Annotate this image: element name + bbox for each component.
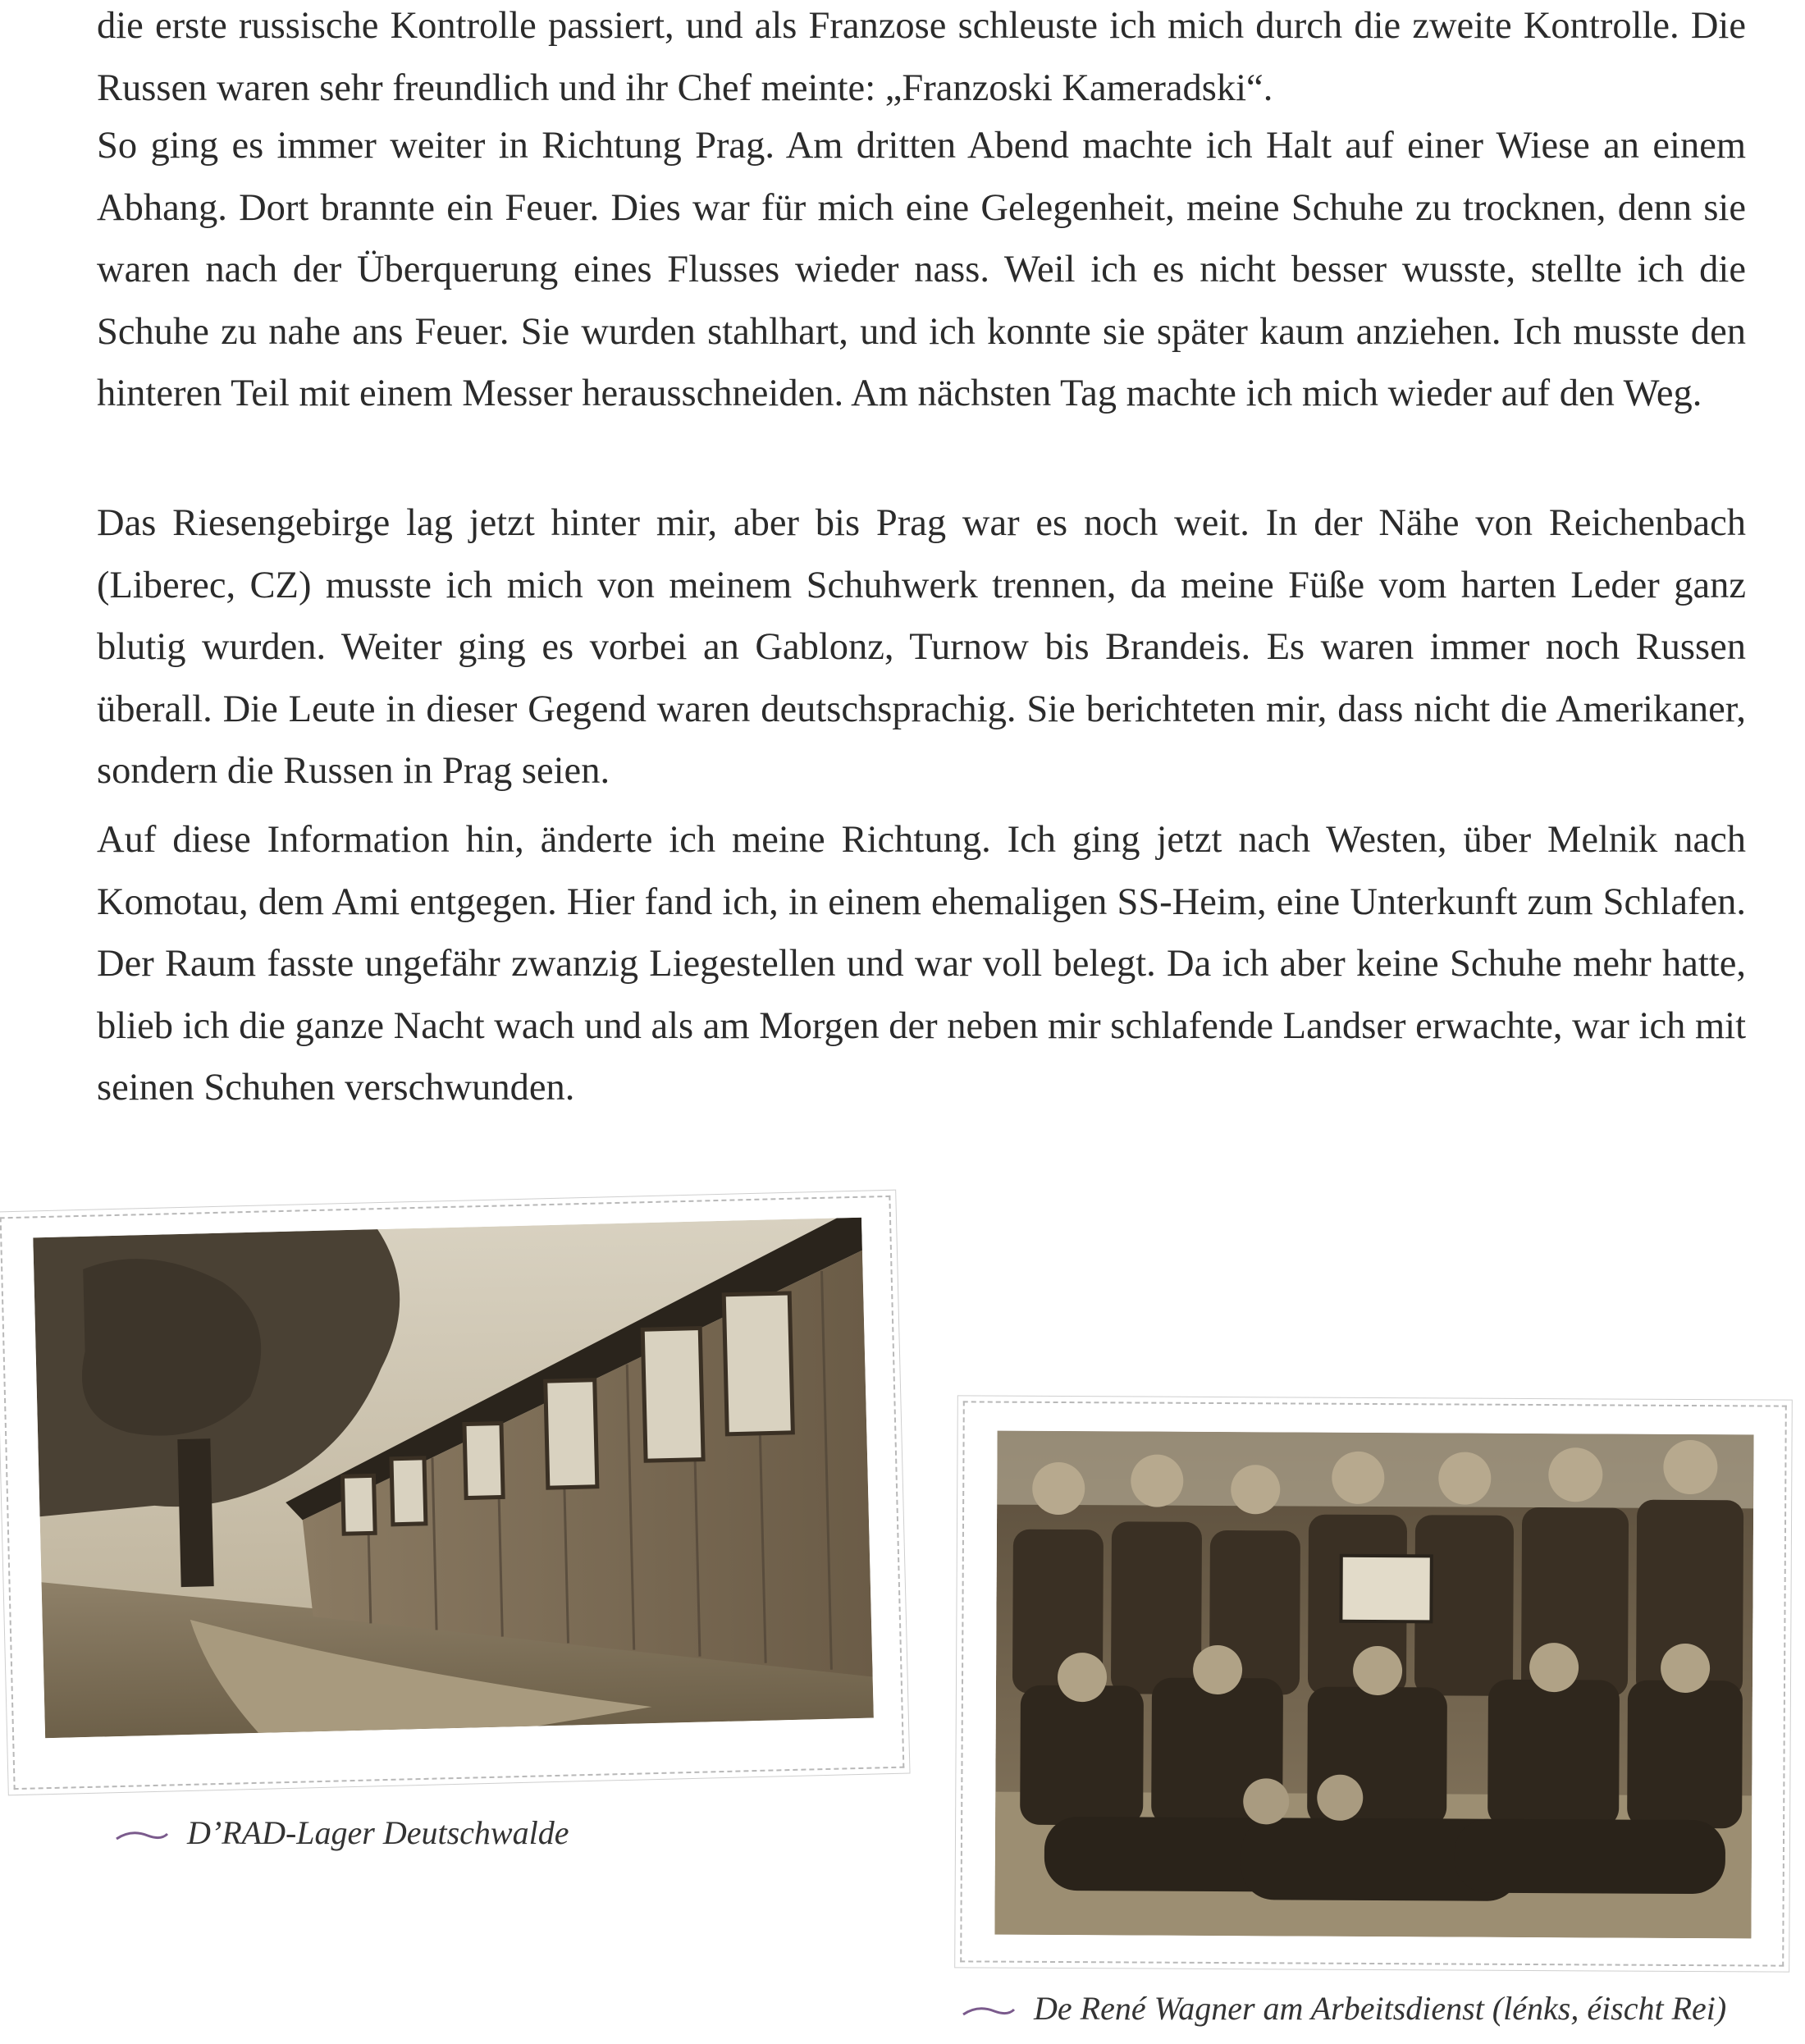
swirl-icon [115, 1827, 169, 1845]
caption-group-text: De René Wagner am Arbeitsdienst (lénks, éischt Rei) [1034, 1990, 1727, 2027]
caption-group [962, 1989, 1726, 2028]
paragraph-1: die erste russische Kontrolle passiert, und als Franzose schleuste ich mich durch die zweite Kontrolle. Die Russen waren sehr freundlich und ihr Chef meinte: „Franzoski Kameradski“. [97, 5, 1746, 109]
caption-barracks-text: D’RAD-Lager Deutschwalde [187, 1814, 569, 1851]
caption-barracks [115, 1813, 569, 1852]
paragraph-3: Das Riesengebirge lag jetzt hinter mir, aber bis Prag war es noch weit. In der Nähe von Reichenbach (Liberec, CZ) musste ich mich von meinem Schuhwerk trennen, da meine Füße vom harten Leder ganz blutig wurden. Weiter ging es vorbei an Gablonz, Turnow bis Brandeis. Es waren immer noch Russen überall. Die Leute in dieser Gegend waren deutschsprachig. Sie berichteten mir, dass nicht die Amerikaner, sondern die Russen in Prag seien. [97, 502, 1746, 792]
paragraph-2: So ging es immer weiter in Richtung Prag. Am dritten Abend machte ich Halt auf einer Wiese an einem Abhang. Dort brannte ein Feuer. Dies war für mich eine Gelegenheit, meine Schuhe zu trocknen, denn sie waren nach der Überquerung eines Flusses wieder nass. Weil ich es nicht besser wusste, stellte ich die Schuhe zu nahe ans Feuer. Sie wurden stahlhart, und ich konnte sie später kaum anziehen. Ich musste den hinteren Teil mit einem Messer herausschneiden. Am nächsten Tag machte ich mich wieder auf den Weg. [97, 125, 1746, 414]
photo-frame-group [960, 1401, 1787, 1966]
photo-frame-barracks [0, 1196, 904, 1790]
barracks-photo [33, 1218, 874, 1738]
swirl-icon [962, 2003, 1016, 2021]
paragraph-4: Auf diese Information hin, änderte ich meine Richtung. Ich ging jetzt nach Westen, über Melnik nach Komotau, dem Ami entgegen. Hier fand ich, in einem ehemaligen SS-Heim, eine Unterkunft zum Schlafen. Der Raum fasste ungefähr zwanzig Liegestellen und war voll belegt. Da ich aber keine Schuhe mehr hatte, blieb ich die ganze Nacht wach und als am Morgen der neben mir schlafende Landser erwachte, war ich mit seinen Schuhen verschwunden. [97, 819, 1746, 1109]
group-portrait-photo [994, 1431, 1753, 1939]
